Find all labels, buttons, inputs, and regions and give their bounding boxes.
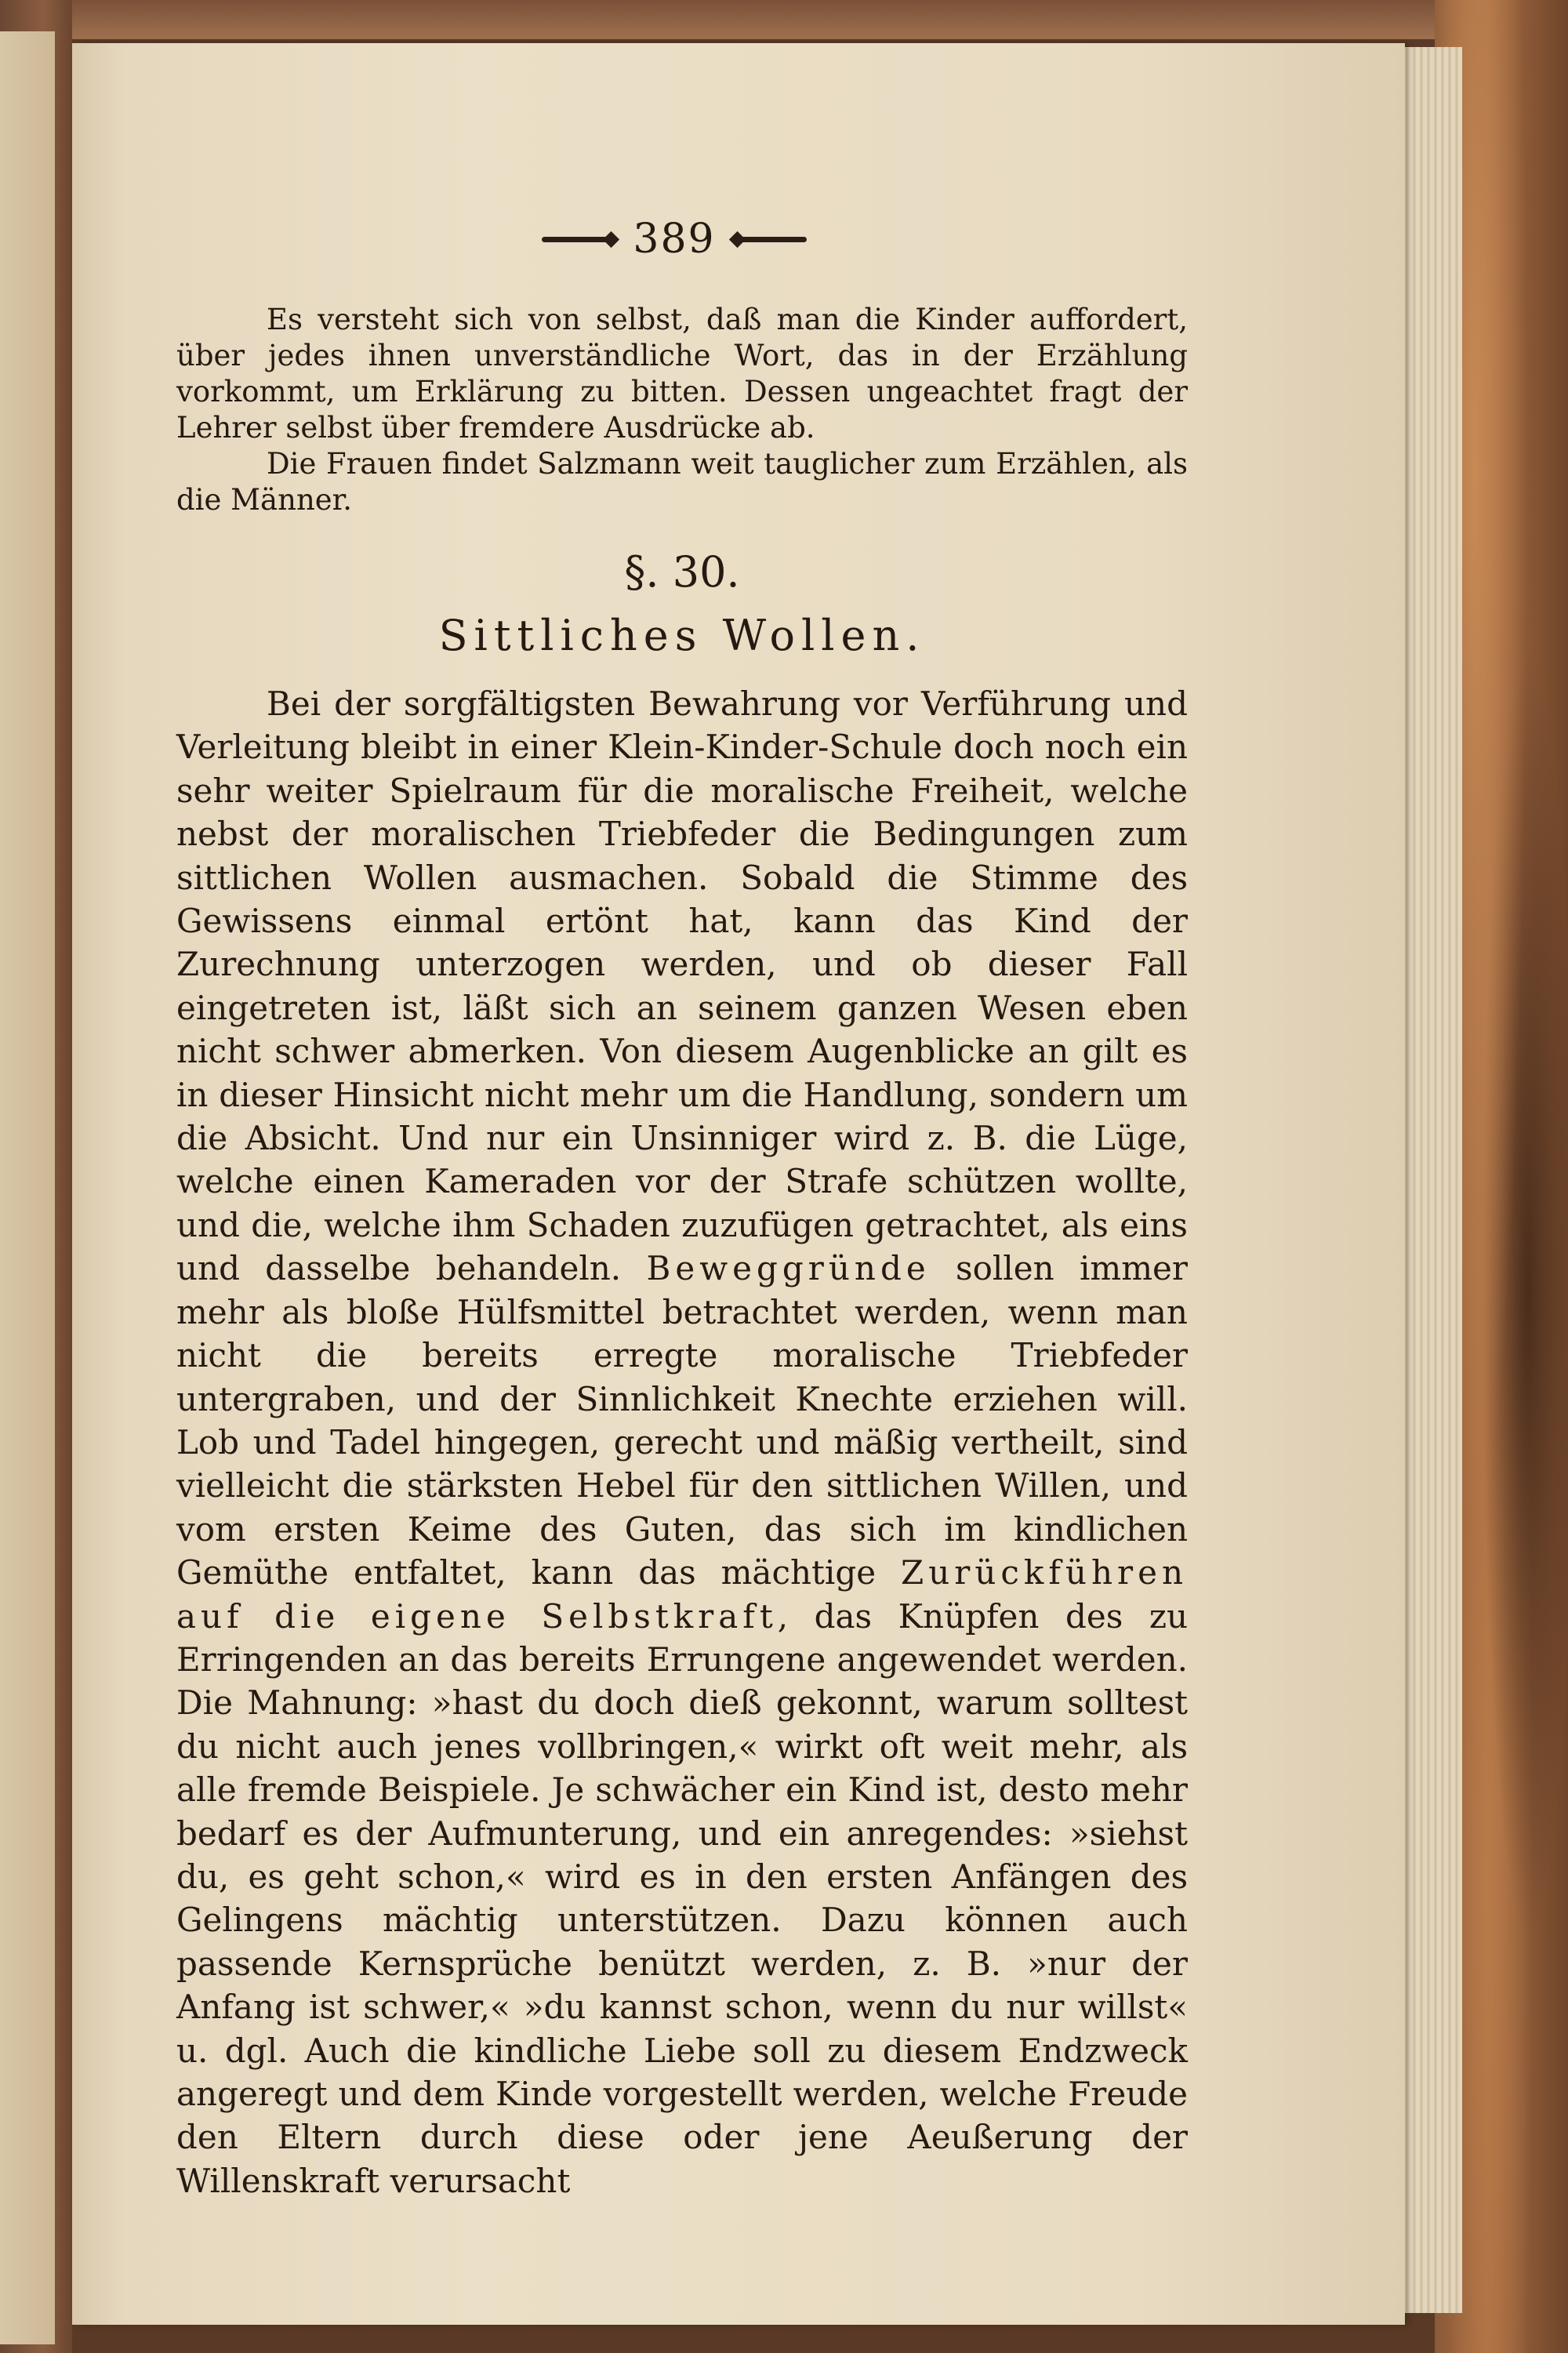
body-text-part: Bei der sorgfältigsten Bewahrung vor Verführung und Verleitung bleibt in einer Klein-Kinder-Schule doch noch ein sehr weiter Spielraum für die moralische Freiheit, welche nebst der moralischen Triebfeder die Bedingungen zum sittlichen Wollen ausmachen. Sobald die Stimme des Gewissens einmal ertönt hat, kann das Kind der Zurechnung unterzogen werden, und ob dieser Fall eingetreten ist, läßt sich an seinem ganzen Wesen eben nicht schwer abmerken. Von diesem Augenblicke an gilt es in dieser Hinsicht nicht mehr um die Handlung, sondern um die Absicht. Und nur ein Unsinniger wird z. B. die Lüge, welche einen Kameraden vor der Strafe schützen wollte, und die, welche ihm Schaden zuzufügen getrachtet, als eins und dasselbe behandeln. [176,684,1188,1288]
intro-paragraph: Es versteht sich von selbst, daß man die Kinder auffordert, über jedes ihnen unverständliche Wort, das in der Erzählung vorkommt, um Erklärung zu bitten. Dessen ungeachtet fragt der Lehrer selbst über fremdere Ausdrücke ab. [176,303,1188,445]
page-number: 389 [633,216,716,263]
body-text-part: , das Knüpfen des zu Erringenden an das bereits Errungene angewendet werden. Die Mahnung: »hast du doch dieß gekonnt, warum solltest du nicht auch jenes vollbringen,« wirkt oft weit mehr, als alle fremde Beispiele. Je schwächer ein Kind ist, desto mehr bedarf es der Aufmunterung, und ein anregendes: »siehst du, es geht schon,« wird es in den ersten Anfängen des Gelingens mächtig unterstützen. Dazu können auch passende Kernsprüche benützt werden, z. B. »nur der Anfang ist schwer,« »du kannst schon, wenn du nur willst« u. dgl. Auch die kindliche Liebe soll zu diesem Endzweck angeregt und dem Kinde vorgestellt werden, welche Freude den Eltern durch diese oder jene Aeußerung der Willenskraft verursacht [176,1596,1188,2200]
book-cover-top [0,0,1568,39]
intro-text [176,302,1188,518]
section-title: Sittliches Wollen. [438,611,926,660]
header-ornament-left [542,237,612,242]
emphasis-text: Zurückführen auf die eigene Selbstkraft [176,1553,1188,1636]
header-ornament-right [736,237,807,242]
body-text [176,682,1188,2202]
facing-page-edge [0,31,55,2344]
body-text-part: sollen immer mehr als bloße Hülfsmittel betrachtet werden, wenn man nicht die bereits erregte moralische Triebfeder untergraben, und der Sinnlichkeit Knechte erziehen will. Lob und Tadel hingegen, gerecht und mäßig vertheilt, sind vielleicht die stärksten Hebel für den sittlichen Willen, und vom ersten Keime des Guten, das sich im kindlichen Gemüthe entfaltet, kann das mächtige [176,1249,1188,1592]
page-header [502,212,847,267]
intro-paragraph: Die Frauen findet Salzmann weit tauglicher zum Erzählen, als die Männer. [176,447,1188,517]
body-paragraph [176,682,1188,2202]
emphasis-text: Beweggründe [646,1249,931,1288]
section-number: §. 30. [624,547,740,597]
